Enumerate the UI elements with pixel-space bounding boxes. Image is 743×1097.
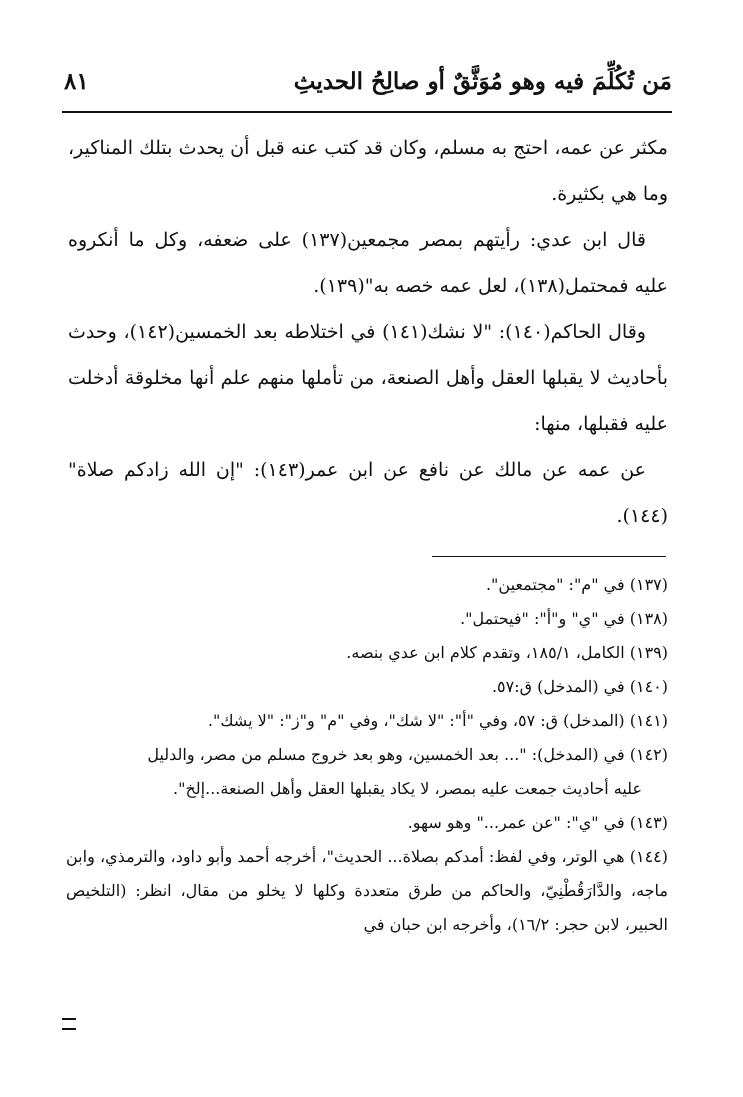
page-number: ٨١ xyxy=(64,68,89,95)
footnote: (١٤٢) في (المدخل): "... بعد الخمسين، وهو بعد خروج مسلم من مصر، والدليل xyxy=(147,745,668,764)
footnote-separator xyxy=(432,556,666,557)
footnotes xyxy=(66,568,668,942)
footnote: (١٤٣) في "ي": "عن عمر..." وهو سهو. xyxy=(407,813,668,832)
footnote: (١٤٤) هي الوتر، وفي لفظ: أمدكم بصلاة... الحديث"، أخرجه أحمد وأبو داود، والترمذي، وابن ماجه، والدَّارَقُطْنِيّ، والحاكم من طرق متعددة وكلها لا يخلو من مقال، انظر: (التلخيص الحبير، لابن حجر: ١٦/٢)، وأخرجه ابن حبان في xyxy=(66,847,668,934)
running-title: مَن تُكُلِّمَ فيه وهو مُوَثَّقٌ أو صالِحُ الحديثِ xyxy=(293,68,672,95)
footnote: (١٣٨) في "ي" و"أ": "فيحتمل". xyxy=(460,609,668,628)
paragraph: مكثر عن عمه، احتج به مسلم، وكان قد كتب عنه قبل أن يحدث بتلك المناكير، وما هي بكثيرة. xyxy=(68,137,668,205)
footnote: (١٤١) (المدخل) ق: ٥٧، وفي "أ": "لا شك"، وفي "م" و"ز": "لا يشك". xyxy=(207,711,668,730)
footnote: (١٣٩) الكامل، ١٨٥/١، وتقدم كلام ابن عدي بنصه. xyxy=(346,643,668,662)
footnote-continuation: عليه أحاديث جمعت عليه بمصر، لا يكاد يقبلها العقل وأهل الصنعة...إلخ". xyxy=(173,779,642,798)
footnote: (١٤٠) في (المدخل) ق:٥٧. xyxy=(491,677,668,696)
header-rule xyxy=(62,111,672,113)
page-header xyxy=(60,62,672,106)
continuation-mark xyxy=(62,1018,76,1030)
paragraph: وقال الحاكم(١٤٠): "لا نشك(١٤١) في اختلاطه بعد الخمسين(١٤٢)، وحدث بأحاديث لا يقبلها العقل وأهل الصنعة، من تأملها منهم علم أنها مخلوقة أدخلت عليه فقبلها، منها: xyxy=(68,321,668,435)
paragraph: عن عمه عن مالك عن نافع عن ابن عمر(١٤٣): "إن الله زادكم صلاة"(١٤٤). xyxy=(68,459,668,527)
paragraph: قال ابن عدي: رأيتهم بمصر مجمعين(١٣٧) على ضعفه، وكل ما أنكروه عليه فمحتمل(١٣٨)، لعل عمه خصه به"(١٣٩). xyxy=(68,229,668,297)
footnote: (١٣٧) في "م": "مجتمعين". xyxy=(485,575,668,594)
main-text xyxy=(68,125,668,539)
